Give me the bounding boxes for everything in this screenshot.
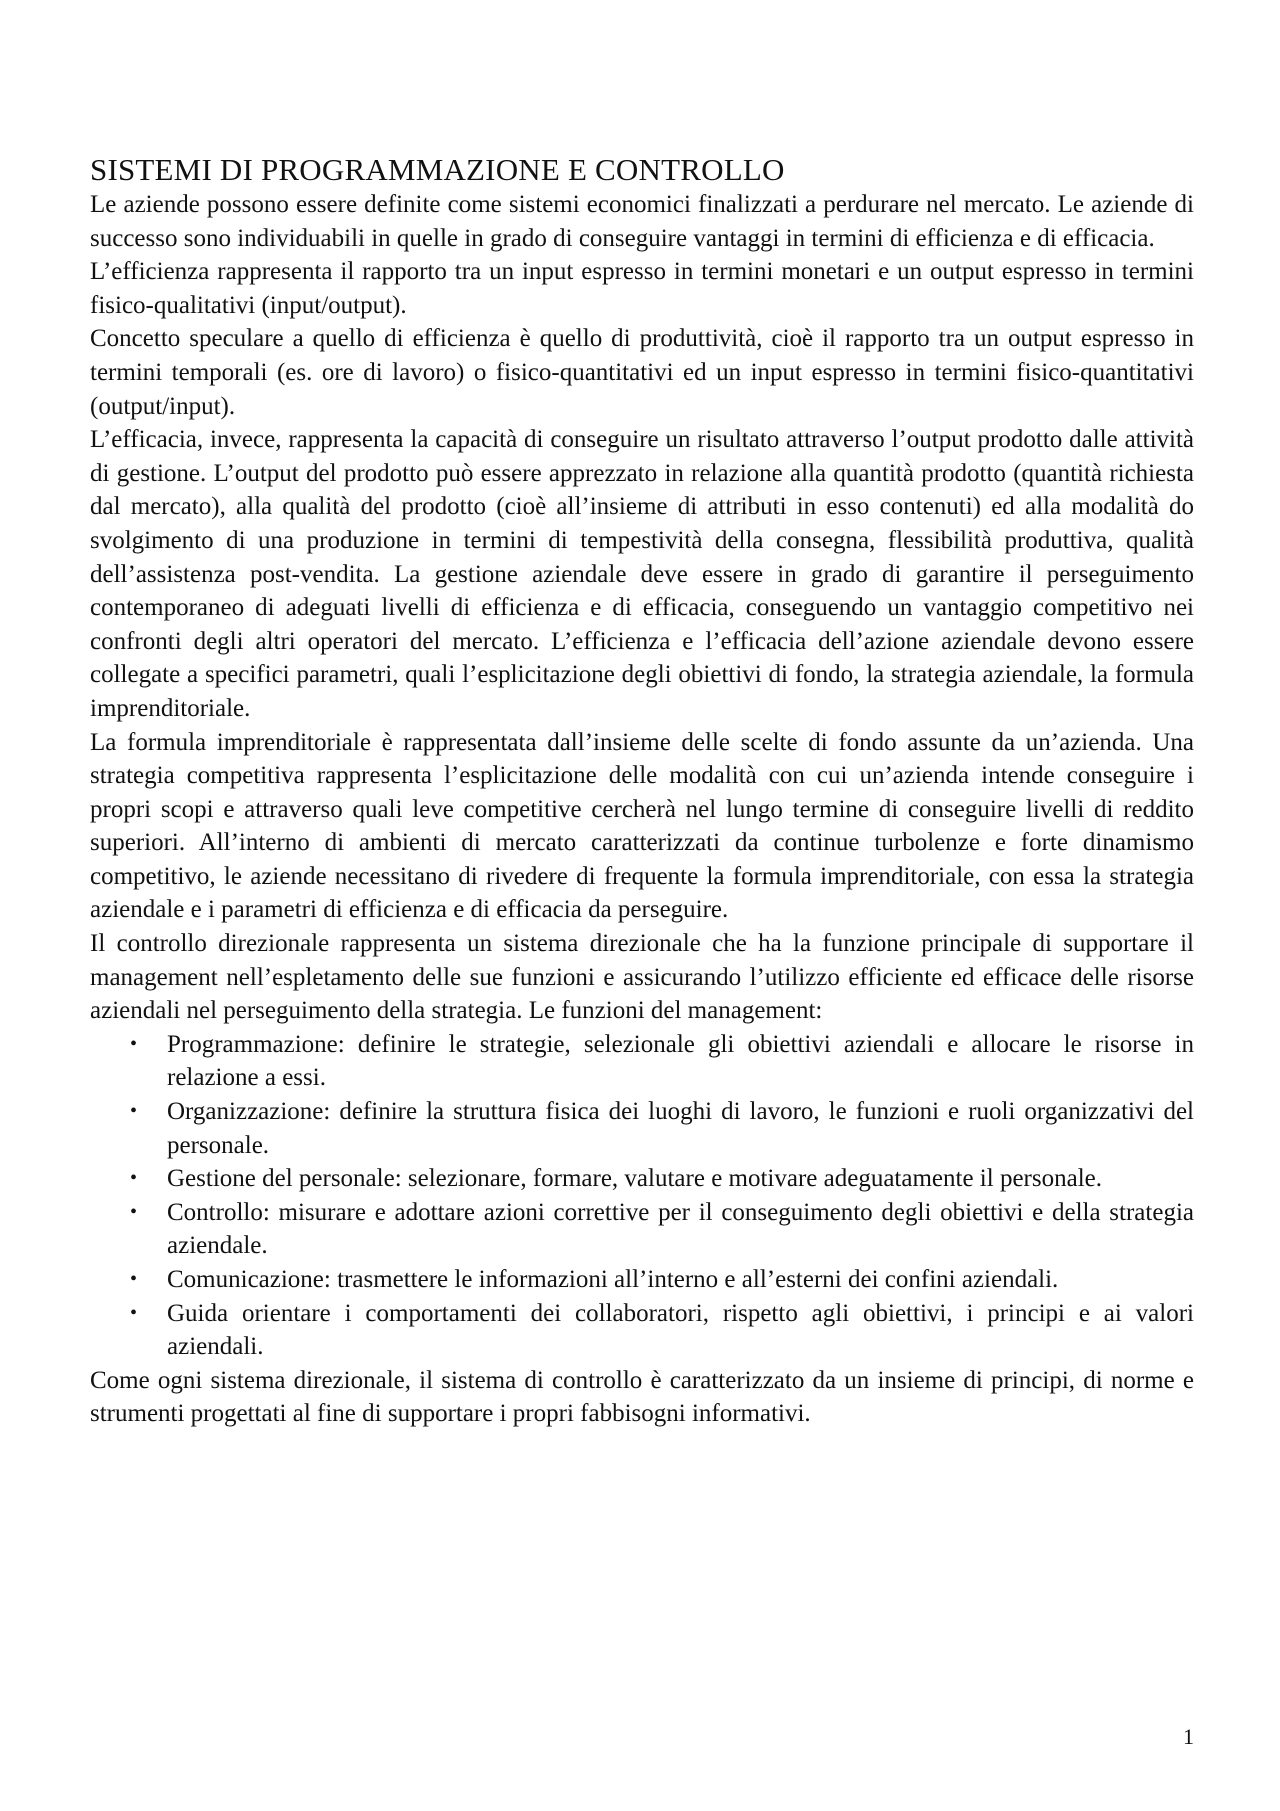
paragraph-controllo-direzionale: Il controllo direzionale rappresenta un sistema direzionale che ha la funzione principale di supportare il management nell’espletamento delle sue funzioni e assicurando l’utilizzo efficiente ed efficace delle risorse aziendali nel perseguimento della strategia. Le funzioni del management:: [90, 930, 1194, 1025]
bullet-icon: •: [130, 1100, 138, 1123]
management-functions-list: [90, 1028, 1194, 1364]
bullet-icon: •: [130, 1268, 138, 1290]
document-title: SISTEMI DI PROGRAMMAZIONE E CONTROLLO: [90, 152, 785, 187]
list-item-text: Gestione del personale: selezionare, formare, valutare e motivare adeguatamente il personale.: [167, 1165, 1102, 1193]
list-item-text: Controllo: misurare e adottare azioni correttive per il conseguimento degli obiettivi e della strategia aziendale.: [167, 1198, 1194, 1260]
list-item-text: Programmazione: definire le strategie, selezionale gli obiettivi aziendali e allocare le risorse in relazione a essi.: [167, 1030, 1194, 1092]
bullet-icon: •: [130, 1032, 138, 1055]
paragraph-efficacia: L’efficacia, invece, rappresenta la capacità di conseguire un risultato attraverso l’output prodotto dalle attività di gestione. L’output del prodotto può essere apprezzato in relazione alla quantità prodotto (quantità richiesta dal mercato), alla qualità del prodotto (cioè all’insieme di attributi in esso contenuti) ed alla modalità do svolgimento di una produzione in termini di tempestività della consegna, flessibilità produttiva, qualità dell’assistenza post-vendita. La gestione aziendale deve essere in grado di garantire il perseguimento contemporaneo di adeguati livelli di efficienza e di efficacia, conseguendo un vantaggio competitivo nei confronti degli altri operatori del mercato. L’efficienza e l’efficacia dell’azione aziendale devono essere collegate a specifici parametri, quali l’esplicitazione degli obiettivi di fondo, la strategia aziendale, la formula imprenditoriale.: [90, 426, 1194, 722]
page-number: 1: [1183, 1724, 1194, 1749]
list-item-text: Guida orientare i comportamenti dei collaboratori, rispetto agli obiettivi, i principi e ai valori aziendali.: [167, 1299, 1194, 1361]
paragraph-aziende: Le aziende possono essere definite come sistemi economici finalizzati a perdurare nel mercato. Le aziende di successo sono individuabili in quelle in grado di conseguire vantaggi in termini di efficienza e di efficacia.: [90, 191, 1194, 252]
list-item: [90, 1028, 1194, 1095]
paragraph-produttivita: Concetto speculare a quello di efficienza è quello di produttività, cioè il rapporto tra un output espresso in termini temporali (es. ore di lavoro) o fisico-quantitativi ed un input espresso in termini fisico-quantitativi (output/input).: [90, 325, 1194, 420]
bullet-icon: •: [130, 1301, 138, 1324]
paragraph-formula-imprenditoriale: La formula imprenditoriale è rappresentata dall’insieme delle scelte di fondo assunte da un’azienda. Una strategia competitiva rappresenta l’esplicitazione delle modalità con cui un’azienda intende conseguire i propri scopi e attraverso quali leve competitive cercherà nel lungo termine di conseguire livelli di reddito superiori. All’interno di ambienti di mercato caratterizzati da continue turbolenze e forte dinamismo competitivo, le aziende necessitano di rivedere di frequente la formula imprenditoriale, con essa la strategia aziendale e i parametri di efficienza e di efficacia da perseguire.: [90, 728, 1194, 924]
bullet-icon: •: [130, 1200, 138, 1223]
list-item: [90, 1196, 1194, 1263]
list-item-text: Comunicazione: trasmettere le informazioni all’interno e all’esterni dei confini aziendali.: [167, 1266, 1059, 1293]
paragraph-closing: Come ogni sistema direzionale, il sistema di controllo è caratterizzato da un insieme di principi, di norme e strumenti progettati al fine di supportare i propri fabbisogni informativi.: [90, 1366, 1194, 1428]
paragraph-efficienza: L’efficienza rappresenta il rapporto tra un input espresso in termini monetari e un output espresso in termini fisico-qualitativi (input/output).: [90, 258, 1194, 319]
list-item-text: Organizzazione: definire la struttura fisica dei luoghi di lavoro, le funzioni e ruoli organizzativi del personale.: [167, 1098, 1194, 1159]
document-page: [90, 152, 1194, 1431]
bullet-icon: •: [130, 1167, 138, 1190]
list-item: [90, 1297, 1194, 1364]
list-item: [90, 1162, 1194, 1196]
list-item: [90, 1263, 1194, 1297]
list-item: [90, 1095, 1194, 1162]
